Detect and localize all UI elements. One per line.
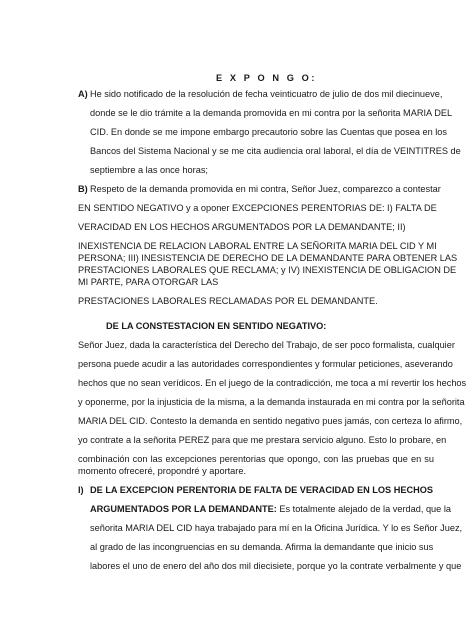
section-line: y oponerme, por la injusticia de la misma, a la demanda instaurada en mi contra por la señorita: [78, 397, 465, 407]
item-b-line: PERSONA; III) INESISTENCIA DE DERECHO DE LA DEMANDANTE PARA OBTENER LAS: [78, 253, 458, 263]
section-line: momento ofreceré, propondré y aportare.: [78, 466, 247, 476]
item-i-title: DE LA EXCEPCION PERENTORIA DE FALTA DE VERACIDAD EN LOS HECHOS: [90, 485, 434, 495]
section-line: yo contrate a la señorita PEREZ para que me prestara servicio alguno. Esto lo probare, en: [78, 435, 447, 445]
item-a-line: Bancos del Sistema Nacional y se me cita audiencia oral laboral, el día de VEINTITRES de: [90, 146, 461, 156]
item-b-line: PRESTACIONES LABORALES RECLAMADAS POR EL DEMANDANTE.: [78, 296, 378, 306]
item-b-line: VERACIDAD EN LOS HECHOS ARGUMENTADOS POR LA DEMANDANTE; II): [78, 222, 406, 232]
item-b-line: INEXISTENCIA DE RELACION LABORAL ENTRE LA SEÑORITA MARIA DEL CID Y MI: [78, 241, 437, 251]
item-a-line: septiembre a las once horas;: [90, 165, 208, 175]
item-i-title-bold: ARGUMENTADOS POR LA DEMANDANTE:: [90, 504, 277, 514]
item-b-line: Respeto de la demanda promovida en mi contra, Señor Juez, comparezco a contestar: [90, 184, 441, 194]
item-a-line: CID. En donde se me impone embargo precautorio sobre las Cuentas que posea en los: [90, 127, 447, 137]
item-i-line: señorita MARIA DEL CID haya trabajado para mí en la Oficina Jurídica. Y lo es Señor Juez,: [90, 523, 463, 533]
item-b-line: MI PARTE, PARA OTORGAR LAS: [78, 277, 219, 287]
item-b-line: EN SENTIDO NEGATIVO y a oponer EXCEPCIONES PERENTORIAS DE: I) FALTA DE: [78, 203, 437, 213]
item-a-line: He sido notificado de la resolución de fecha veinticuatro de julio de dos mil diecinueve,: [90, 89, 443, 99]
item-i-title-rest: Es totalmente alejado de la verdad, que la: [276, 504, 451, 514]
section-line: hechos que no sean verídicos. En el juego de la contradicción, me toca a mí revertir los hechos: [78, 378, 467, 388]
section-line: Señor Juez, dada la característica del Derecho del Trabajo, de ser poco formalista, cualquier: [78, 340, 455, 350]
item-a-marker: A): [78, 89, 88, 99]
item-b-line: PRESTACIONES LABORALES QUE RECLAMA; y IV) INEXISTENCIA DE OBLIGACION DE: [78, 265, 457, 275]
section-line: MARIA DEL CID. Contesto la demanda en sentido negativo pues jamás, con certeza lo afirmo,: [78, 416, 463, 426]
item-i-line: al grado de las incongruencias en su demanda. Afirma la demandante que inicio sus: [90, 542, 434, 552]
item-i-marker: I): [78, 485, 84, 495]
item-i-line: labores el uno de enero del año dos mil diecisiete, porque yo la contrate verbalmente y que: [90, 561, 462, 571]
item-a-line: donde se le dio trámite a la demanda promovida en mi contra por la señorita MARIA DEL: [90, 108, 453, 118]
section-line: combinación con las excepciones perentorias que opongo, con las pruebas que en su: [78, 454, 434, 464]
section-title: DE LA CONSTESTACION EN SENTIDO NEGATIVO:: [106, 321, 327, 331]
item-i-title-line2: [90, 503, 451, 515]
heading-exponpo: E X P O N G O:: [216, 73, 318, 83]
item-b-marker: B): [78, 184, 88, 194]
section-line: persona puede acudir a las autoridades correspondientes y formular peticiones, aseverando: [78, 359, 453, 369]
